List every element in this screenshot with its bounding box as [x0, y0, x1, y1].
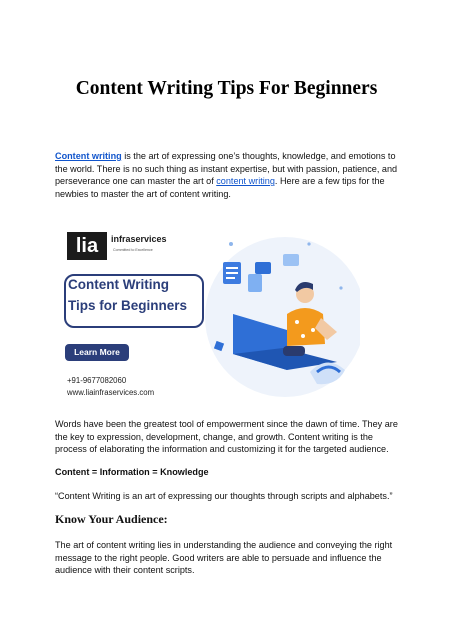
learn-more-button[interactable]: Learn More [65, 344, 129, 361]
logo-tagline: Committed to Excellence [113, 248, 153, 252]
chat-icon [255, 262, 271, 274]
section-heading: Know Your Audience: [55, 512, 168, 526]
intro-text-1: is the art of expressing one’s thoughts, knowledge, and emotions to the world. There is no such thing as instant expertise, but with passion, patience, and perseverance one can master the art of [55, 151, 398, 187]
equation-line: Content = Information = Knowledge [55, 467, 209, 477]
website-url: www.liainfraservices.com [67, 388, 155, 397]
page-title: Content Writing Tips For Beginners [75, 78, 378, 99]
phone-number: +91-9677082060 [67, 376, 127, 385]
banner-headline-2: Tips for Beginners [68, 298, 188, 313]
intro-paragraph [55, 150, 400, 200]
lia-logo: lia [67, 232, 107, 260]
banner-headline-1: Content Writing [68, 277, 169, 292]
paragraph-audience: The art of content writing lies in understanding the audience and conveying the right message to the right people. Good writers are able to persuade and influence the audience with their content scripts. [55, 540, 393, 576]
content-writing-link-2[interactable]: content writing [216, 176, 275, 187]
quote-line: “Content Writing is an art of expressing our thoughts through scripts and alphabets.” [55, 491, 393, 501]
intro-text-2: . Here are a few tips for the newbies to master the art of content writing. [55, 176, 385, 199]
doc-icon-2 [248, 274, 262, 292]
paragraph-empowerment: Words have been the greatest tool of empowerment since the dawn of time. They are the key to expression, development, change, and growth. Content writing is the process of elaborating the information and customizing it for the targeted audience. [55, 419, 398, 455]
logo-name: infraservices [111, 234, 167, 244]
promo-banner[interactable] [55, 222, 360, 404]
content-writing-link[interactable]: Content writing [55, 151, 122, 161]
mail-icon [283, 254, 299, 266]
